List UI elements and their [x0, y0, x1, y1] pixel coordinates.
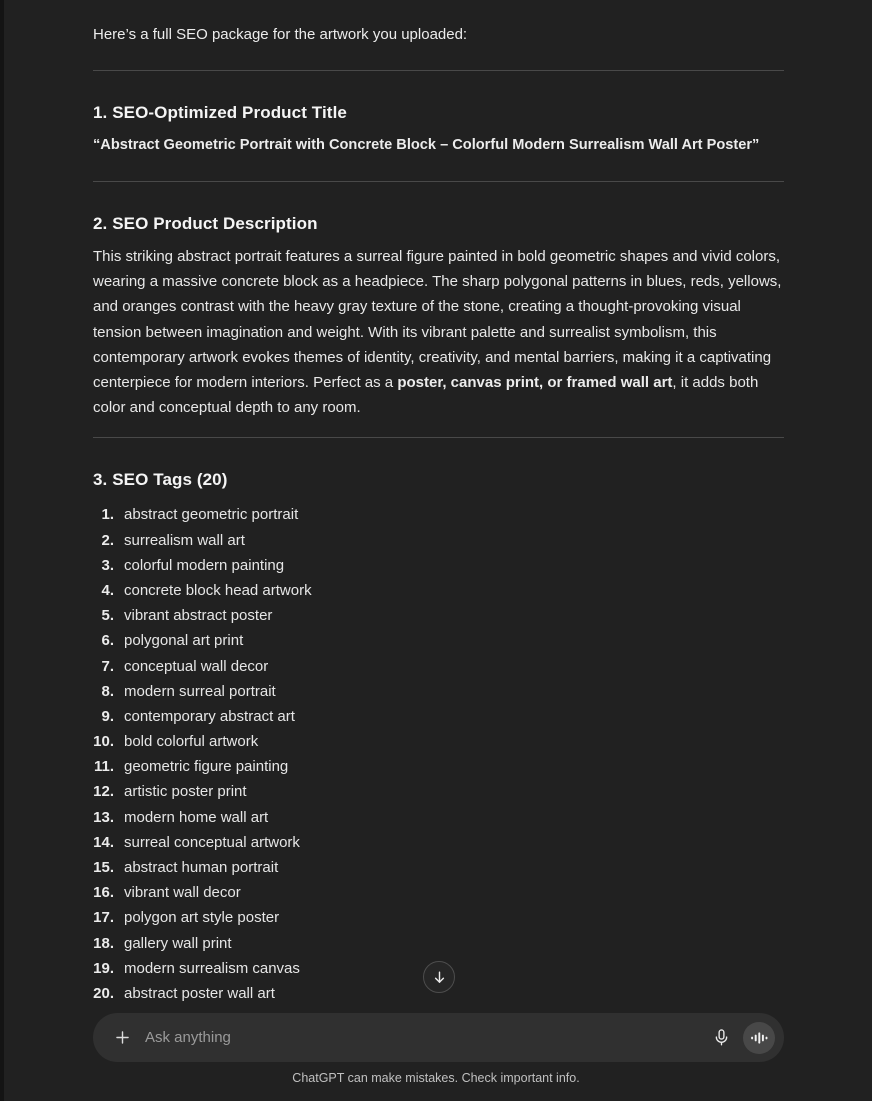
tag-label: surreal conceptual artwork [124, 833, 300, 851]
list-number: 7. [101, 657, 114, 675]
dictate-button[interactable] [706, 1023, 736, 1053]
list-number: 14. [93, 833, 114, 851]
tag-label: modern home wall art [124, 808, 269, 826]
tag-label: modern surrealism canvas [124, 959, 300, 977]
list-number: 20. [93, 984, 114, 1002]
list-item [93, 754, 784, 779]
tag-label: abstract poster wall art [124, 984, 275, 1002]
list-item [93, 502, 784, 527]
tag-label: abstract geometric portrait [124, 506, 299, 524]
seo-product-description [93, 244, 784, 420]
description-bold-text: poster, canvas print, or framed wall art [397, 374, 673, 392]
list-item [93, 553, 784, 578]
intro-text: Here’s a full SEO package for the artwork you uploaded: [93, 26, 468, 43]
tag-label: bold colorful artwork [124, 733, 259, 751]
window-edge-strip [0, 0, 4, 1101]
list-item [93, 855, 784, 880]
seo-tags-list [93, 502, 784, 1006]
description-text: , it adds both color and conceptual depth to any room. [93, 374, 759, 417]
section-heading-title: 1. SEO-Optimized Product Title [93, 103, 347, 122]
list-item [93, 805, 784, 830]
section-heading-description: 2. SEO Product Description [93, 214, 318, 233]
list-item [93, 654, 784, 679]
arrow-down-icon [431, 969, 448, 986]
disclaimer-text: ChatGPT can make mistakes. Check important info. [292, 1071, 580, 1085]
list-item [93, 704, 784, 729]
list-number: 8. [101, 682, 114, 700]
list-item [93, 679, 784, 704]
list-number: 3. [101, 556, 114, 574]
list-number: 12. [93, 783, 114, 801]
tag-label: concrete block head artwork [124, 581, 312, 599]
mic-icon [712, 1028, 731, 1047]
tag-label: modern surreal portrait [124, 682, 276, 700]
list-item [93, 830, 784, 855]
list-number: 2. [101, 531, 114, 549]
tag-label: abstract human portrait [124, 859, 279, 877]
list-item [93, 578, 784, 603]
assistant-message [93, 0, 784, 1006]
voice-waveform-icon [750, 1029, 768, 1047]
scroll-to-bottom-button[interactable] [423, 961, 455, 993]
list-number: 16. [93, 884, 114, 902]
section-heading-tags: 3. SEO Tags (20) [93, 470, 228, 490]
list-item [93, 905, 784, 930]
list-number: 13. [93, 808, 114, 826]
list-number: 15. [93, 859, 114, 877]
list-item [93, 628, 784, 653]
tag-label: gallery wall print [124, 934, 232, 952]
list-number: 19. [93, 959, 114, 977]
tag-label: surrealism wall art [124, 531, 245, 549]
list-item [93, 603, 784, 628]
voice-mode-button[interactable] [743, 1022, 775, 1054]
seo-product-title: “Abstract Geometric Portrait with Concrete Block – Colorful Modern Surrealism Wall Art Poster” [93, 137, 760, 153]
divider [93, 70, 784, 71]
list-item [93, 931, 784, 956]
description-text: This striking abstract portrait features a surreal figure painted in bold geometric shapes and vivid colors, wearing a massive concrete block as a headpiece. The sharp polygonal patterns in blues, reds, yellows, and oranges contrast with the heavy gray texture of the stone, creating a thought-provoking visual tension between imagination and weight. With its vibrant palette and surrealist symbolism, this contemporary artwork evokes themes of identity, creativity, and mental barriers, making it a captivating centerpiece for modern interiors. Perfect as a [93, 248, 782, 392]
list-number: 6. [101, 632, 114, 650]
tag-label: conceptual wall decor [124, 657, 269, 675]
tag-label: vibrant wall decor [124, 884, 241, 902]
list-item [93, 779, 784, 804]
list-number: 9. [101, 707, 114, 725]
tag-label: colorful modern painting [124, 556, 285, 574]
chat-input[interactable] [145, 1029, 706, 1046]
divider [93, 181, 784, 182]
tag-label: polygon art style poster [124, 909, 280, 927]
tag-label: geometric figure painting [124, 758, 289, 776]
list-number: 1. [101, 506, 114, 524]
tag-label: vibrant abstract poster [124, 607, 273, 625]
tag-label: artistic poster print [124, 783, 247, 801]
tag-label: contemporary abstract art [124, 707, 295, 725]
list-item [93, 528, 784, 553]
attach-button[interactable] [107, 1023, 137, 1053]
list-number: 17. [93, 909, 114, 927]
list-item [93, 880, 784, 905]
list-number: 5. [101, 607, 114, 625]
list-number: 11. [93, 758, 114, 776]
list-number: 18. [93, 934, 114, 952]
list-item [93, 729, 784, 754]
list-number: 4. [101, 581, 114, 599]
plus-icon [113, 1028, 132, 1047]
divider [93, 437, 784, 438]
composer-bar[interactable] [93, 1013, 784, 1062]
tag-label: polygonal art print [124, 632, 244, 650]
list-number: 10. [93, 733, 114, 751]
